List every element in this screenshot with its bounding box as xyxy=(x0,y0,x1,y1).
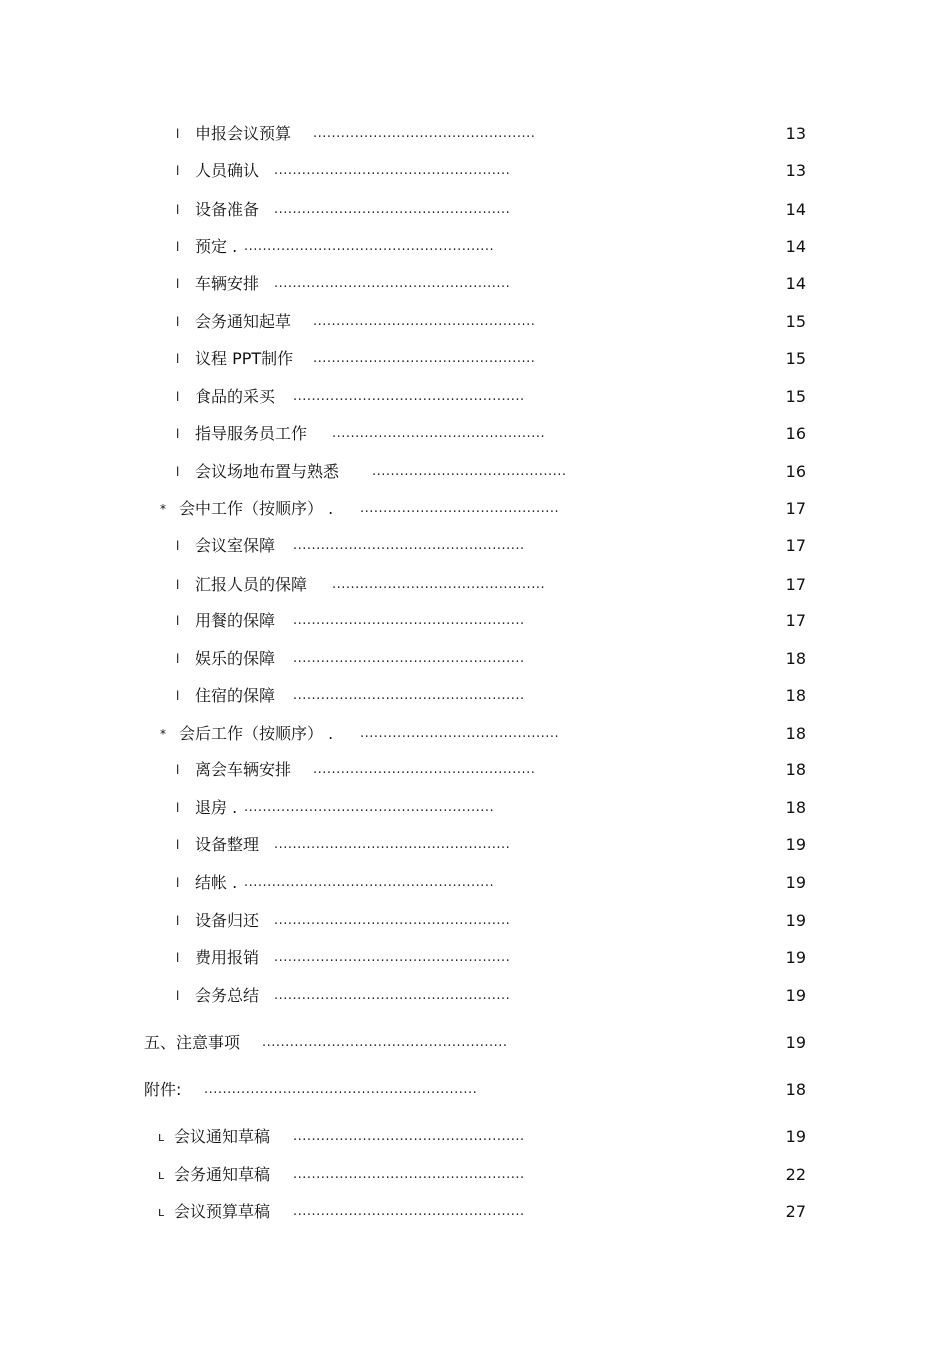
entry-label: 会务通知草稿 xyxy=(174,1165,271,1184)
entry-label: 五、注意事项 xyxy=(144,1033,241,1052)
page-number: 13 xyxy=(785,161,806,180)
entry-label: 人员确认 xyxy=(195,161,260,180)
leader-dots: ................................................... xyxy=(274,988,511,1003)
entry-label: 会议通知草稿 xyxy=(174,1127,271,1146)
bullet: l xyxy=(176,240,180,254)
bullet: l xyxy=(176,352,180,366)
leader-dots: ...................................................... xyxy=(244,875,495,890)
bullet: l xyxy=(176,539,180,553)
bullet: l xyxy=(176,689,180,703)
entry-label: 议程 PPT制作 xyxy=(195,349,294,368)
entry-label: 设备归还 xyxy=(195,911,260,930)
leader-dots: ................................................... xyxy=(274,163,511,178)
page-number: 14 xyxy=(785,237,806,256)
bullet: l xyxy=(176,989,180,1003)
entry-label: 车辆安排 xyxy=(195,274,260,293)
leader-dots: ..................................................... xyxy=(262,1035,508,1050)
bullet: l xyxy=(176,390,180,404)
page-number: 15 xyxy=(785,349,806,368)
bullet: l xyxy=(176,465,180,479)
leader-dots: .................................................. xyxy=(293,613,525,628)
entry-label: 会议室保障 xyxy=(195,536,276,555)
leader-dots: .............................................. xyxy=(332,577,546,592)
entry-label: 申报会议预算 xyxy=(195,124,292,143)
leader-dots: ................................................... xyxy=(274,202,511,217)
entry-label: 住宿的保障 xyxy=(195,686,276,705)
entry-label: 指导服务员工作 xyxy=(195,424,308,443)
leader-dots: ................................................... xyxy=(274,913,511,928)
leader-dots: ................................................ xyxy=(313,126,536,141)
leader-dots: .................................................. xyxy=(293,651,525,666)
bullet: l xyxy=(176,951,180,965)
entry-label: 退房 . xyxy=(195,798,238,817)
leader-dots: ................................................... xyxy=(274,276,511,291)
bullet: l xyxy=(176,277,180,291)
leader-dots: .................................................. xyxy=(293,389,525,404)
entry-label: 会议预算草稿 xyxy=(174,1202,271,1221)
leader-dots: ...................................................... xyxy=(244,239,495,254)
entry-label: 费用报销 xyxy=(195,948,260,967)
bullet: ʟ xyxy=(158,1205,165,1219)
page-number: 17 xyxy=(785,499,806,518)
leader-dots: ........................................... xyxy=(360,501,560,516)
bullet: l xyxy=(176,427,180,441)
page-number: 18 xyxy=(785,686,806,705)
page-number: 14 xyxy=(785,274,806,293)
page-number: 13 xyxy=(785,124,806,143)
page-number: 18 xyxy=(785,1080,806,1099)
entry-label: 娱乐的保障 xyxy=(195,649,276,668)
page-number: 19 xyxy=(785,911,806,930)
bullet: l xyxy=(176,876,180,890)
page-number: 17 xyxy=(785,575,806,594)
leader-dots: .................................................. xyxy=(293,1167,525,1182)
leader-dots: .................................................. xyxy=(293,1129,525,1144)
entry-label: 会后工作（按顺序） . xyxy=(179,724,334,743)
entry-label: 附件: xyxy=(144,1080,182,1099)
leader-dots: .................................................. xyxy=(293,688,525,703)
page-number: 19 xyxy=(785,1127,806,1146)
leader-dots: ................................................... xyxy=(274,837,511,852)
page-number: 19 xyxy=(785,835,806,854)
page-number: 19 xyxy=(785,986,806,1005)
leader-dots: ................................................... xyxy=(274,950,511,965)
entry-label: 会中工作（按顺序） . xyxy=(179,499,334,518)
leader-dots: ........................................................... xyxy=(204,1082,478,1097)
page-number: 27 xyxy=(785,1202,806,1221)
bullet: l xyxy=(176,127,180,141)
leader-dots: .................................................. xyxy=(293,1204,525,1219)
entry-label: 设备整理 xyxy=(195,835,260,854)
page-number: 16 xyxy=(785,424,806,443)
bullet: ʟ xyxy=(158,1130,165,1144)
bullet: l xyxy=(176,164,180,178)
page-number: 15 xyxy=(785,387,806,406)
entry-label: 离会车辆安排 xyxy=(195,760,292,779)
bullet: l xyxy=(176,763,180,777)
leader-dots: .......................................... xyxy=(372,464,567,479)
bullet: l xyxy=(176,838,180,852)
leader-dots: .............................................. xyxy=(332,426,546,441)
leader-dots: ........................................... xyxy=(360,726,560,741)
leader-dots: .................................................. xyxy=(293,538,525,553)
page-number: 19 xyxy=(785,948,806,967)
bullet: ʟ xyxy=(158,1168,165,1182)
page-number: 16 xyxy=(785,462,806,481)
page-number: 14 xyxy=(785,200,806,219)
entry-label: 会务总结 xyxy=(195,986,260,1005)
bullet: l xyxy=(176,914,180,928)
entry-label: 设备准备 xyxy=(195,200,260,219)
entry-label: 预定 . xyxy=(195,237,238,256)
bullet: * xyxy=(160,727,166,741)
bullet: l xyxy=(176,315,180,329)
page-number: 22 xyxy=(785,1165,806,1184)
bullet: l xyxy=(176,801,180,815)
page-number: 18 xyxy=(785,724,806,743)
leader-dots: ...................................................... xyxy=(244,800,495,815)
leader-dots: ................................................ xyxy=(313,314,536,329)
entry-label: 汇报人员的保障 xyxy=(195,575,308,594)
page-number: 17 xyxy=(785,536,806,555)
page-number: 19 xyxy=(785,1033,806,1052)
leader-dots: ................................................ xyxy=(313,351,536,366)
bullet: l xyxy=(176,203,180,217)
bullet: l xyxy=(176,652,180,666)
entry-label: 食品的采买 xyxy=(195,387,276,406)
bullet: l xyxy=(176,614,180,628)
bullet: l xyxy=(176,578,180,592)
page-number: 19 xyxy=(785,873,806,892)
page-number: 17 xyxy=(785,611,806,630)
page-number: 18 xyxy=(785,760,806,779)
page-number: 18 xyxy=(785,798,806,817)
page-number: 18 xyxy=(785,649,806,668)
entry-label: 结帐 . xyxy=(195,873,238,892)
entry-label: 用餐的保障 xyxy=(195,611,276,630)
entry-label: 会议场地布置与熟悉 xyxy=(195,462,340,481)
entry-label: 会务通知起草 xyxy=(195,312,292,331)
page-number: 15 xyxy=(785,312,806,331)
bullet: * xyxy=(160,502,166,516)
leader-dots: ................................................ xyxy=(313,762,536,777)
